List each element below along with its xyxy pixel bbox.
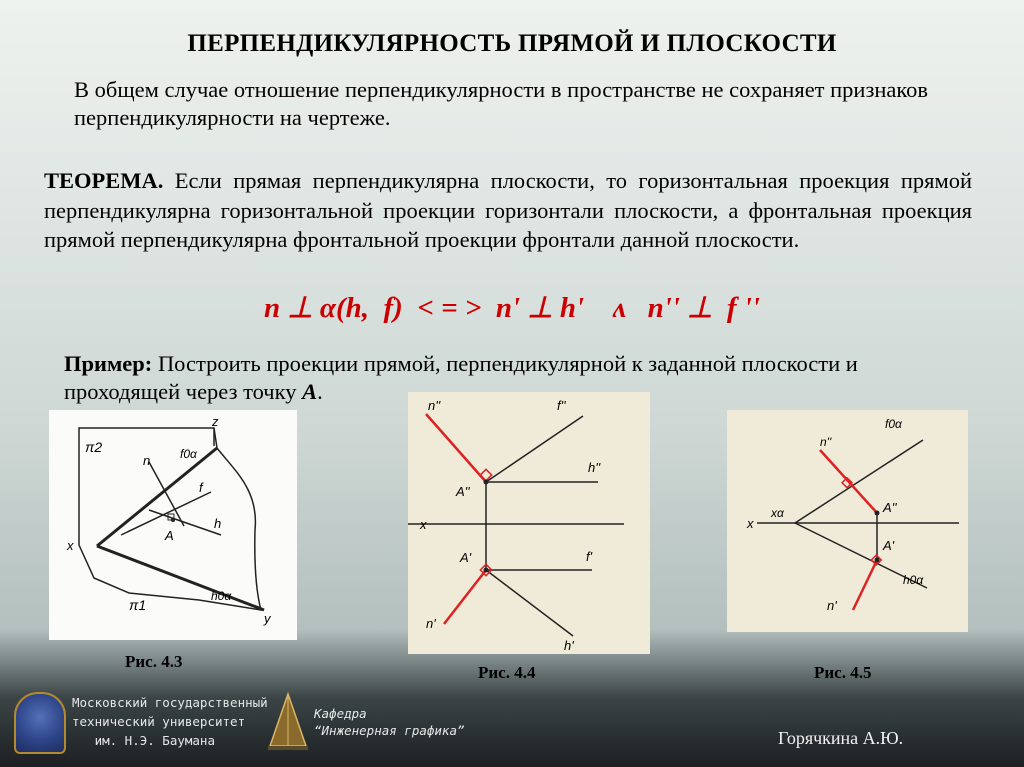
department-block (266, 690, 506, 754)
fig45-label-n1: n' (827, 598, 837, 613)
figure-4-4 (408, 392, 650, 654)
university-name: Московский государственный технический университет им. Н.Э. Баумана (72, 695, 268, 748)
figure-4-5 (727, 410, 968, 632)
fig43-label-x: x (67, 538, 74, 553)
fig44-label-f2: f'' (557, 398, 566, 413)
fig43-label-z: z (212, 414, 219, 429)
fig44-label-x: x (420, 517, 427, 532)
fig45-label-n2: n'' (820, 435, 832, 449)
theorem-block (44, 166, 972, 255)
university-emblem-icon (14, 692, 66, 754)
fig45-label-A2: A'' (883, 500, 897, 515)
fig43-label-A: A (165, 528, 174, 543)
fig44-label-A2: A'' (456, 484, 470, 499)
fig44-label-h2: h'' (588, 460, 601, 475)
fig45-label-x: x (747, 516, 754, 531)
author-name: Горячкина А.Ю. (778, 728, 904, 748)
example-label: Пример: (64, 351, 153, 376)
fig44-label-n1: n' (426, 616, 436, 631)
department-logo-icon (266, 690, 310, 752)
example-text: Построить проекции прямой, перпендикулярной к заданной плоскости и проходящей через точку (64, 351, 858, 404)
fig44-label-h1: h' (564, 638, 574, 653)
figure-4-3 (49, 410, 297, 640)
figure-4-3-drawing (49, 410, 297, 640)
fig44-label-A1: A' (460, 550, 472, 565)
example-point: A (302, 379, 318, 404)
fig45-label-f0a: f0α (885, 417, 902, 431)
intro-text: В общем случае отношение перпендикулярности в пространстве не сохраняет признаков перпендикулярности на чертеже. (74, 77, 929, 130)
fig43-label-h: h (214, 516, 222, 531)
university-block (14, 692, 268, 754)
page-title: ПЕРПЕНДИКУЛЯРНОСТЬ ПРЯМОЙ И ПЛОСКОСТИ (187, 30, 837, 57)
theorem-label: ТЕОРЕМА. (44, 168, 164, 193)
fig43-label-y: y (264, 611, 271, 626)
fig43-label-pi1: π1 (129, 597, 147, 613)
fig44-label-f1: f' (586, 549, 593, 564)
example-end: . (317, 379, 323, 404)
fig45-label-h0a: h0α (903, 573, 924, 587)
caption-fig-4-4: Рис. 4.4 (478, 663, 536, 682)
caption-fig-4-5: Рис. 4.5 (814, 663, 872, 682)
fig44-label-n2: n'' (428, 398, 441, 413)
fig45-label-A1: A' (883, 538, 895, 553)
fig43-label-n: n (143, 453, 151, 468)
caption-fig-4-3: Рис. 4.3 (125, 652, 183, 671)
fig43-label-h0a: h0α (211, 589, 232, 603)
fig43-label-f0a: f0α (180, 447, 197, 461)
formula: n ⊥ α(h, f) < = > n' ⊥ h' ʌ n'' ⊥ f '' (264, 292, 760, 324)
department-name: Кафедра “Инженерная графика” (314, 706, 465, 738)
fig45-label-xa: xα (771, 506, 784, 520)
figure-4-5-drawing (727, 410, 968, 632)
figure-4-4-drawing (408, 392, 650, 654)
fig43-label-f: f (199, 480, 203, 495)
fig43-label-pi2: π2 (85, 439, 103, 455)
theorem-text: Если прямая перпендикулярна плоскости, то горизонтальная проекция прямой перпендикулярна горизонтальной проекции горизонтали плоскости, а фронтальная проекция прямой перпендикулярна фронтальной проекции фронтали данной плоскости. (44, 168, 972, 252)
